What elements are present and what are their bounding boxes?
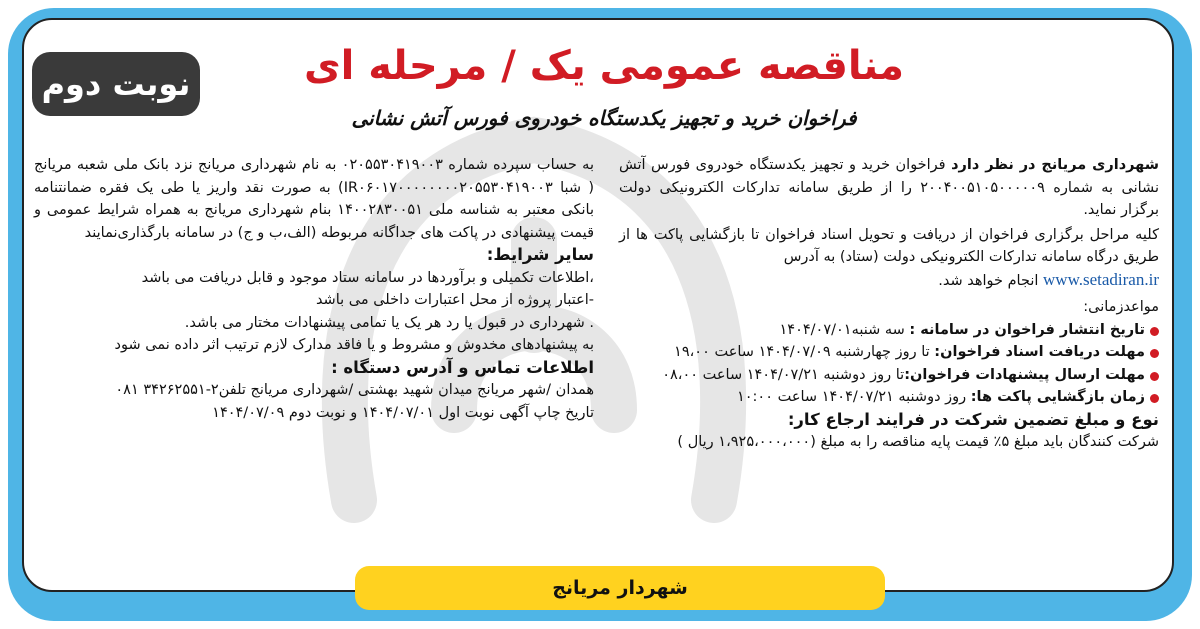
round-badge: نوبت دوم bbox=[32, 52, 200, 116]
other-conditions-heading: سایر شرایط: bbox=[486, 245, 594, 264]
stages-end: انجام خواهد شد. bbox=[938, 272, 1044, 289]
date-label: زمان بازگشایی پاکت ها: bbox=[970, 389, 1145, 405]
condition-item: . شهرداری در قبول یا رد هر یک یا تمامی پیشنهادات مختار می باشد. bbox=[184, 314, 594, 331]
left-column bbox=[34, 154, 594, 424]
date-item bbox=[619, 364, 1159, 387]
contact-heading: اطلاعات تماس و آدرس دستگاه : bbox=[331, 357, 594, 377]
print-dates: تاریخ چاپ آگهی نوبت اول ۱۴۰۴/۰۷/۰۱ و نوبت دوم ۱۴۰۴/۰۷/۰۹ bbox=[212, 404, 594, 421]
date-value: روز دوشنبه ۱۴۰۴/۰۷/۲۱ ساعت ۱۰:۰۰ bbox=[736, 389, 971, 405]
schedule-label: مواعدزمانی: bbox=[1083, 299, 1159, 315]
signature-banner: شهردار مریانج bbox=[355, 566, 885, 610]
bullet-icon bbox=[1150, 394, 1159, 403]
guarantee-heading: نوع و مبلغ تضمین شرکت در فرایند ارجاع کار: bbox=[787, 409, 1159, 429]
intro-paragraph bbox=[619, 154, 1159, 222]
bullet-icon bbox=[1150, 327, 1159, 336]
page-title: مناقصه عمومی یک / مرحله ای bbox=[303, 43, 905, 89]
date-item bbox=[619, 386, 1159, 409]
bullet-icon bbox=[1150, 372, 1159, 381]
date-value: تا روز چهارشنبه ۱۴۰۴/۰۷/۰۹ ساعت ۱۹،۰۰ bbox=[674, 344, 935, 360]
date-label: تاریخ انتشار فراخوان در سامانه : bbox=[909, 321, 1145, 338]
guarantee-text: شرکت کنندگان باید مبلغ ۵٪ قیمت پایه مناقصه را به مبلغ (۱،۹۲۵،۰۰۰،۰۰۰ ریال ) bbox=[677, 434, 1159, 450]
bullet-icon bbox=[1150, 349, 1159, 358]
page-subtitle: فراخوان خرید و تجهیز یکدستگاه خودروی فورس آتش نشانی bbox=[351, 106, 857, 130]
condition-item: -اعتبار پروژه از محل اعتبارات داخلی می باشد bbox=[315, 292, 594, 308]
stages-text: کلیه مراحل برگزاری فراخوان از دریافت و تحویل اسناد فراخوان تا بازگشایی پاکت ها از طریق درگاه سامانه تدارکات الکترونیکی دولت (ستاد) به آدرس bbox=[619, 226, 1159, 265]
condition-item: ،اطلاعات تکمیلی و برآوردها در سامانه ستاد موجود و قابل دریافت می باشد bbox=[141, 269, 594, 286]
contact-text: همدان /شهر مریانج میدان شهید بهشتی /شهرداری مریانج تلفن۲-۳۴۲۶۲۵۵۱ ۰۸۱ bbox=[115, 382, 594, 398]
right-column bbox=[619, 154, 1159, 454]
date-label: مهلت دریافت اسناد فراخوان: bbox=[934, 344, 1145, 360]
intro-text: فراخوان خرید و تجهیز یکدستگاه خودروی فورس آتش نشانی به شماره ۲۰۰۴۰۰۵۱۰۵۰۰۰۰۰۹ را از طریق سامانه تدارکات الکترونیکی دولت برگزار نماید. bbox=[619, 157, 1159, 218]
deposit-text: به حساب سپرده شماره ۰۲۰۵۵۳۰۴۱۹۰۰۳ به نام شهرداری مریانج نزد بانک ملی شعبه مریانج ( شبا IR۰۶۰۱۷۰۰۰۰۰۰۰۰۲۰۵۵۳۰۴۱۹۰۰۳) به صورت نقد واریز یا طی یک فقره ضمانتنامه بانکی معتبر به شناسه ملی ۱۴۰۰۲۸۳۰۰۵۱ بنام شهرداری مریانج به همراه شرایط عمومی و قیمت پیشنهادی در پاکت های جداگانه مربوطه (الف،ب و ج) در سامانه بارگذاری‌نمایند bbox=[34, 157, 594, 241]
website-link[interactable]: www.setadiran.ir bbox=[1043, 269, 1159, 289]
condition-item: به پیشنهادهای مخدوش و مشروط و یا فاقد مدارک لازم ترتیب اثر داده نمی شود bbox=[114, 337, 594, 353]
date-value: تا روز دوشنبه ۱۴۰۴/۰۷/۲۱ ساعت ۰۸،۰۰ bbox=[662, 366, 905, 383]
date-value: سه شنبه۱۴۰۴/۰۷/۰۱ bbox=[779, 321, 910, 338]
date-item bbox=[619, 341, 1159, 364]
notice-card bbox=[22, 18, 1174, 592]
date-item bbox=[619, 319, 1159, 342]
stages-paragraph bbox=[619, 224, 1159, 293]
intro-lead: شهرداری مریانج در نظر دارد bbox=[951, 157, 1159, 173]
date-label: مهلت ارسال پیشنهادات فراخوان: bbox=[904, 366, 1145, 383]
